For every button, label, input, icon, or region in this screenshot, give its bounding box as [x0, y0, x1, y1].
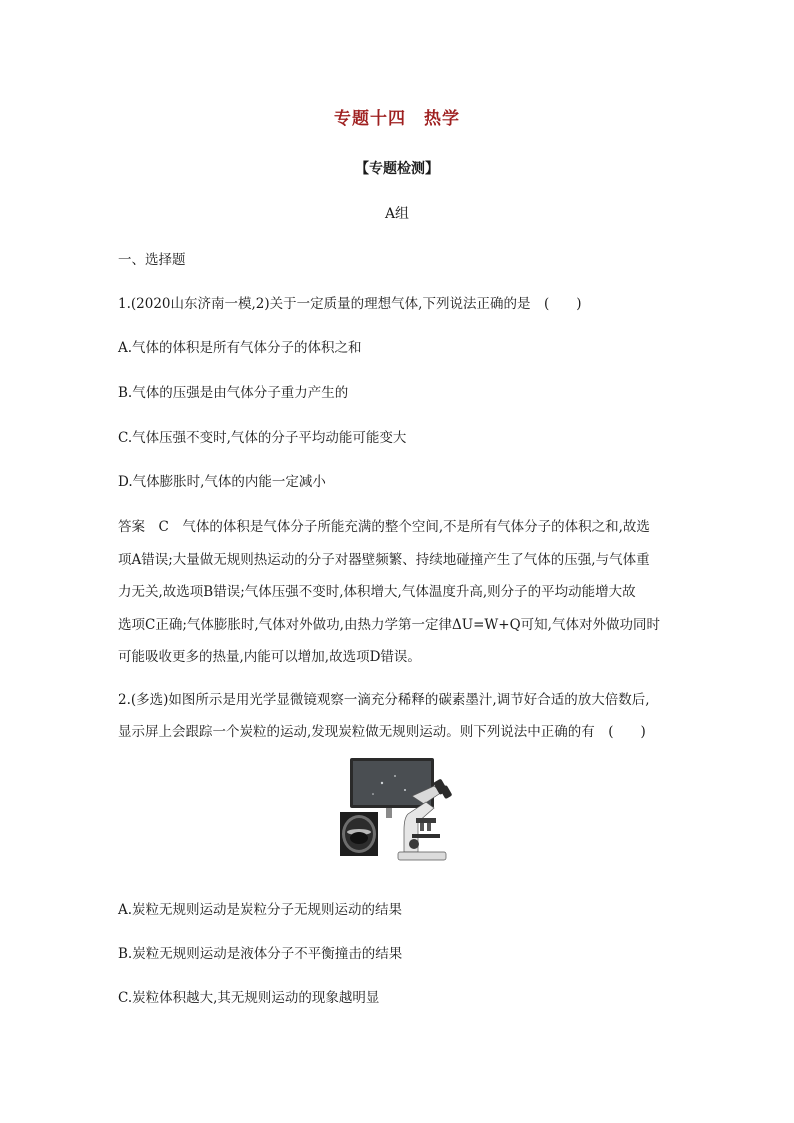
group-heading: A组: [384, 206, 410, 222]
part-heading: 一、选择题: [118, 252, 186, 268]
answer-line: 项A错误;大量做无规则热运动的分子对器壁频繁、持续地碰撞产生了气体的压强,与气体重: [118, 552, 650, 568]
question-1-option-d: D.气体膨胀时,气体的内能一定减小: [118, 474, 326, 490]
question-2-stem-line: 2.(多选)如图所示是用光学显微镜观察一滴充分稀释的碳素墨汁,调节好合适的放大倍数后,: [118, 692, 650, 708]
answer-line: 可能吸收更多的热量,内能可以增加,故选项D错误。: [118, 649, 421, 665]
question-2-option-c: C.炭粒体积越大,其无规则运动的现象越明显: [118, 990, 380, 1006]
answer-line: 选项C正确;气体膨胀时,气体对外做功,由热力学第一定律ΔU=W+Q可知,气体对外做功同时: [118, 617, 660, 633]
answer-line: 力无关,故选项B错误;气体压强不变时,体积增大,气体温度升高,则分子的平均动能增大故: [118, 584, 636, 600]
microscope-figure: [338, 756, 460, 864]
microscope-icon: [338, 756, 460, 864]
question-1-option-b: B.气体的压强是由气体分子重力产生的: [118, 385, 349, 401]
question-1-stem: 1.(2020山东济南一模,2)关于一定质量的理想气体,下列说法正确的是 ( ): [118, 296, 582, 312]
question-2-option-b: B.炭粒无规则运动是液体分子不平衡撞击的结果: [118, 946, 403, 962]
page-title: 专题十四 热学: [334, 109, 460, 129]
question-1-option-c: C.气体压强不变时,气体的分子平均动能可能变大: [118, 430, 407, 446]
section-heading: 【专题检测】: [355, 161, 439, 177]
question-2-stem-line: 显示屏上会跟踪一个炭粒的运动,发现炭粒做无规则运动。则下列说法中正确的有 ( ): [118, 724, 646, 740]
question-1-option-a: A.气体的体积是所有气体分子的体积之和: [118, 340, 362, 356]
question-2-option-a: A.炭粒无规则运动是炭粒分子无规则运动的结果: [118, 902, 403, 918]
answer-line: 答案 C 气体的体积是气体分子所能充满的整个空间,不是所有气体分子的体积之和,故选: [118, 519, 650, 535]
